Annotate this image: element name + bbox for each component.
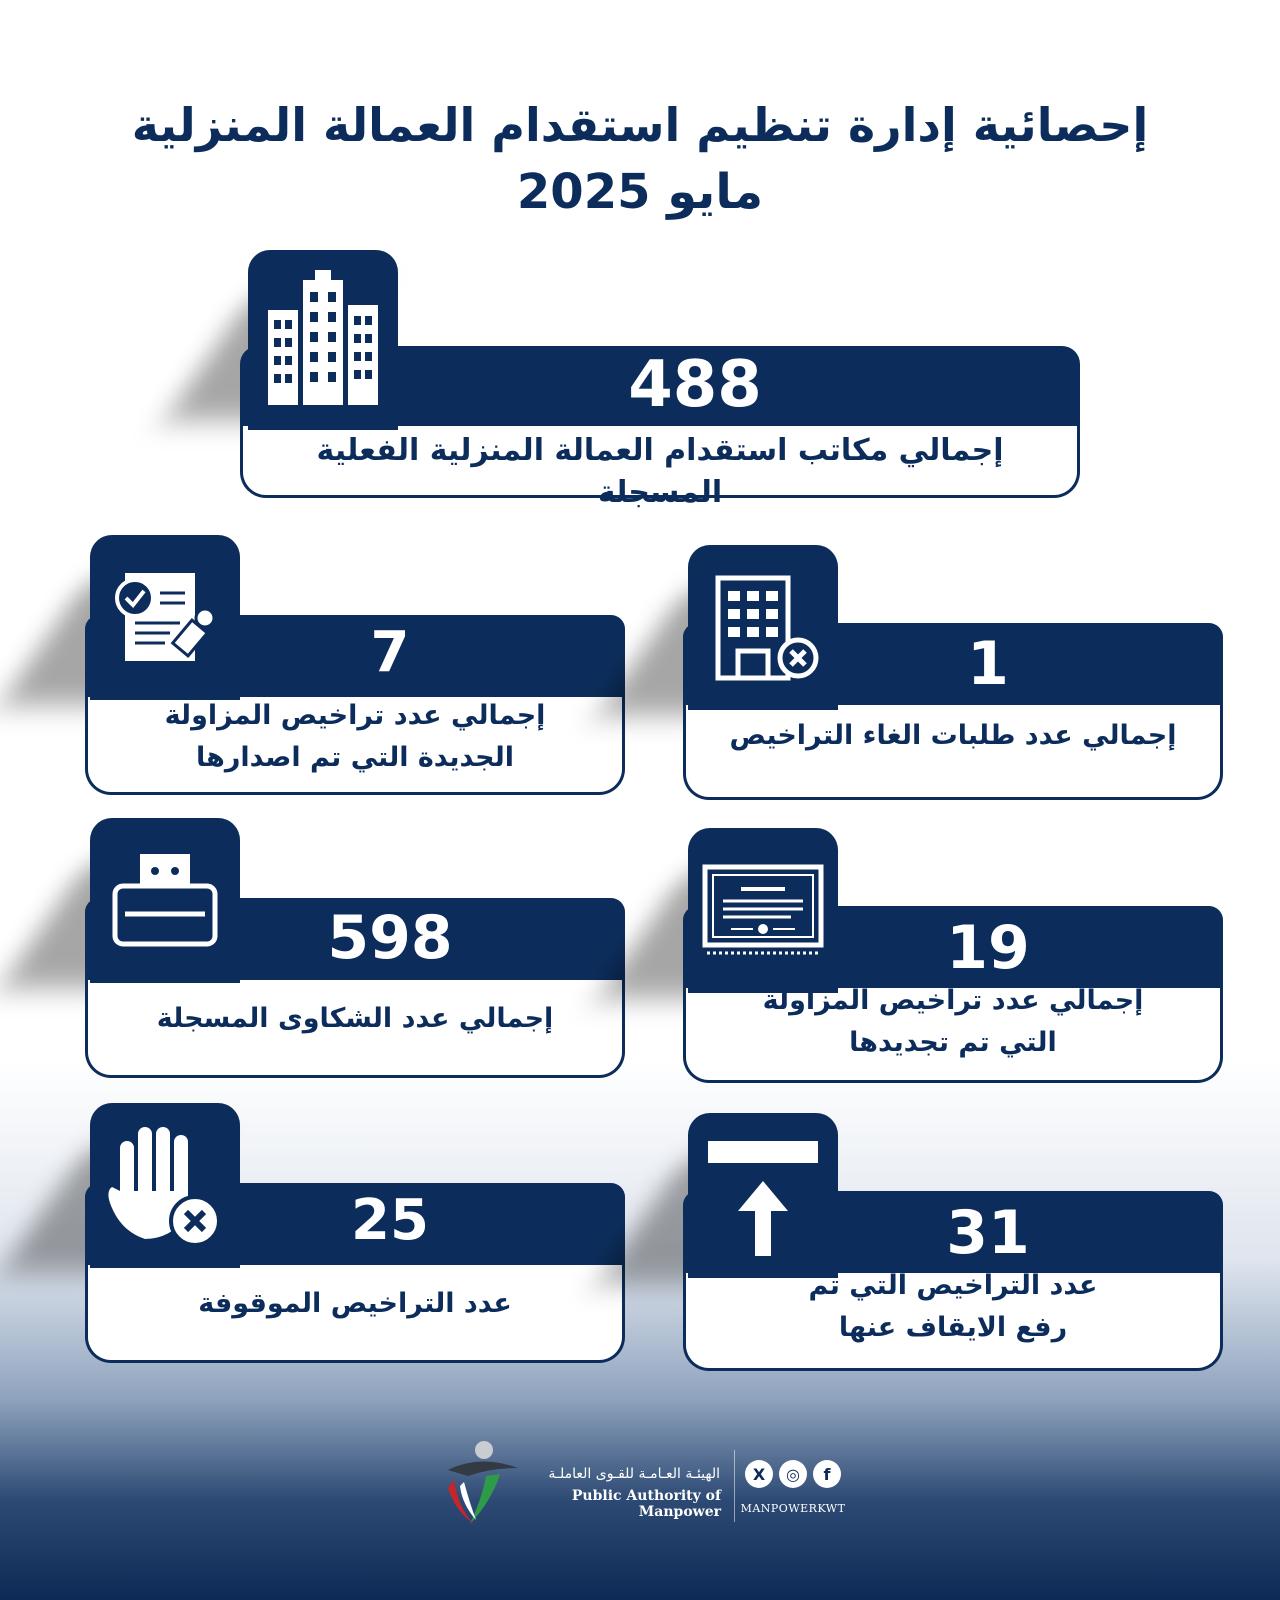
social-icons bbox=[728, 1460, 858, 1500]
lifted-suspensions-value: 31 bbox=[946, 1198, 1030, 1268]
stat-card-lifted-suspensions bbox=[683, 1113, 1228, 1373]
offices-label: إجمالي مكاتب استقدام العمالة المنزلية الفعلية المسجلة bbox=[316, 433, 1004, 510]
facebook-icon[interactable]: f bbox=[813, 1460, 841, 1488]
suspended-licenses-label: عدد التراخيص الموقوفة bbox=[198, 1288, 512, 1319]
new-licenses-value: 7 bbox=[370, 620, 410, 685]
complaint-box-icon bbox=[90, 818, 240, 983]
stat-card-offices bbox=[240, 250, 1085, 510]
org-name-arabic: الهيئـة العـامـة للقـوى العاملـة bbox=[548, 1466, 720, 1482]
cancel-requests-value: 1 bbox=[967, 629, 1009, 699]
stat-card-renewed-licenses bbox=[683, 828, 1228, 1088]
renewed-licenses-label-1: إجمالي عدد تراخيص المزاولة bbox=[762, 985, 1144, 1016]
stop-hand-icon bbox=[90, 1103, 240, 1268]
new-licenses-label-1: إجمالي عدد تراخيص المزاولة bbox=[164, 700, 546, 731]
offices-value: 488 bbox=[628, 348, 762, 422]
new-licenses-label-2: الجديدة التي تم اصدارها bbox=[196, 742, 514, 773]
stat-card-new-licenses bbox=[85, 535, 630, 795]
upload-arrow-icon bbox=[688, 1113, 838, 1278]
complaints-value: 598 bbox=[327, 903, 453, 973]
stat-card-complaints bbox=[85, 818, 630, 1078]
title-main: إحصائية إدارة تنظيم استقدام العمالة المنزلية bbox=[131, 98, 1149, 152]
org-name-english: Public Authority of Manpower bbox=[571, 1488, 721, 1520]
stat-card-cancel-requests bbox=[683, 545, 1228, 805]
instagram-icon[interactable]: ◎ bbox=[779, 1460, 807, 1488]
buildings-icon bbox=[248, 250, 398, 430]
certificate-icon bbox=[688, 828, 838, 993]
renewed-licenses-label-2: التي تم تجديدها bbox=[849, 1027, 1057, 1058]
cancel-requests-label: إجمالي عدد طلبات الغاء التراخيص bbox=[729, 720, 1177, 751]
stat-card-suspended-licenses bbox=[85, 1103, 630, 1363]
lifted-suspensions-label-2: رفع الايقاف عنها bbox=[838, 1312, 1068, 1343]
complaints-label: إجمالي عدد الشكاوى المسجلة bbox=[156, 1003, 554, 1034]
document-stamp-icon bbox=[90, 535, 240, 700]
renewed-licenses-value: 19 bbox=[946, 913, 1030, 983]
suspended-licenses-value: 25 bbox=[351, 1188, 429, 1253]
x-icon[interactable]: X bbox=[745, 1460, 773, 1488]
social-handle: MANPOWERKWT bbox=[740, 1502, 846, 1515]
building-cancel-icon bbox=[688, 545, 838, 710]
page-title bbox=[0, 95, 1280, 223]
title-date: مايو 2025 bbox=[516, 164, 764, 220]
lifted-suspensions-label-1: عدد التراخيص التي تم bbox=[808, 1270, 1098, 1301]
footer bbox=[430, 1430, 860, 1540]
